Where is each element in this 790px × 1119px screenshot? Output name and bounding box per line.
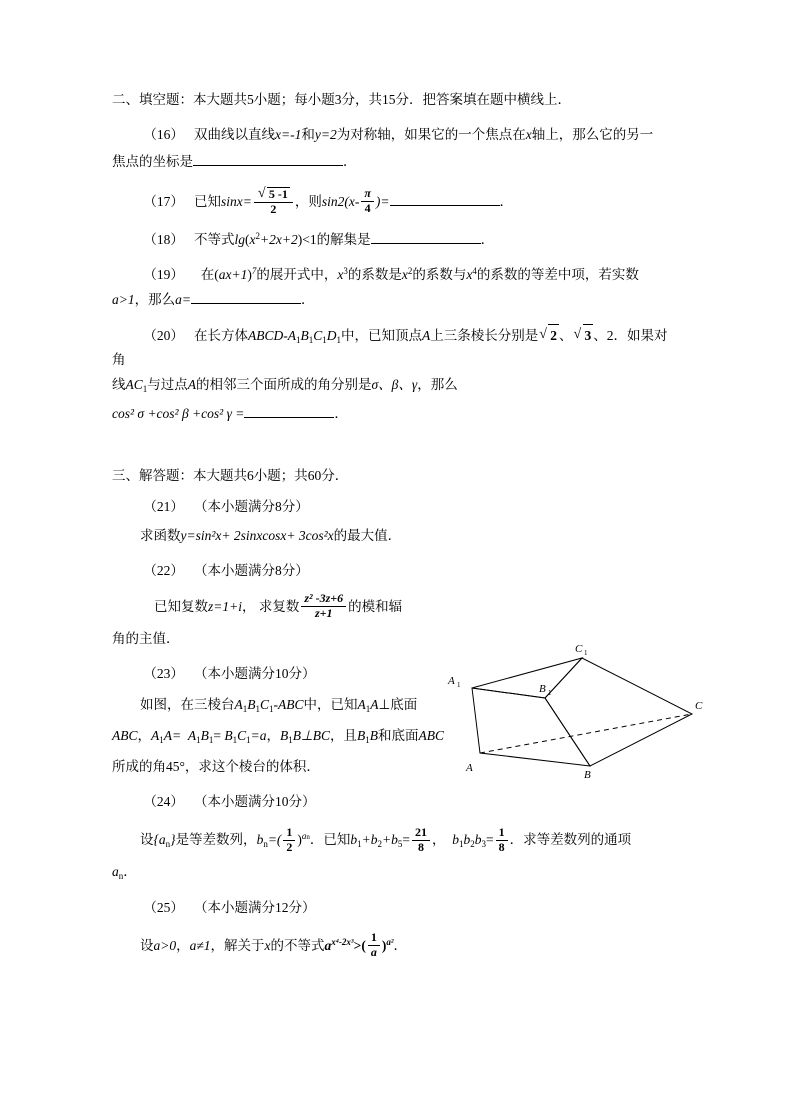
- svg-text:B: B: [584, 769, 591, 780]
- question-19-eq-sup: 7: [251, 266, 257, 277]
- question-23-l2n: ，且: [330, 727, 358, 743]
- question-19-text-b: 的展开式中，: [256, 267, 338, 283]
- question-22-body-b: ， 求复数: [241, 598, 300, 614]
- question-19-eq-c: x: [401, 267, 408, 283]
- question-16-number: （16）: [143, 127, 184, 142]
- question-23-s8: 1: [232, 734, 238, 745]
- question-17-fraction: √ 5 -1 2: [254, 187, 293, 217]
- question-25-eq-sup: x⁴-2x³: [331, 936, 354, 947]
- question-23-l2k: ，: [266, 727, 280, 743]
- question-16: （16） 双曲线以直线x=-1和y=2为对称轴，如果它的一个焦点在x轴上，那么它的另一 焦点的坐标是 ．: [112, 127, 654, 169]
- question-23-line3: 所成的角45°，求这个棱台的体积．: [112, 759, 320, 775]
- question-20-rad1: 2: [548, 324, 559, 348]
- question-23-l2d: A=: [163, 727, 182, 743]
- question-24-eq-l: b: [463, 832, 471, 848]
- question-23-l2p: B: [369, 727, 379, 743]
- svg-text:A: A: [466, 762, 473, 774]
- question-24-body-a: 设: [140, 832, 154, 848]
- question-23-l2l: B: [280, 727, 289, 743]
- question-25-score: （本小题满分12分）: [194, 899, 316, 915]
- svg-text:1: 1: [457, 681, 461, 689]
- question-17-text-b: ，则: [294, 193, 322, 209]
- question-20-text-e: 线: [112, 376, 126, 392]
- question-17-frac-num: 5 -1: [268, 186, 288, 201]
- question-20-sub4: 1: [336, 335, 342, 346]
- question-22-body-d: 角的主值．: [112, 630, 180, 646]
- question-25-body-e: ．: [393, 937, 408, 953]
- question-18-text-a: 不等式: [194, 232, 235, 248]
- question-23-s9: 1: [246, 734, 251, 745]
- question-24-body-d: ，: [432, 832, 446, 848]
- question-23-score: （本小题满分10分）: [194, 665, 316, 681]
- question-20-text-b: 中，已知顶点: [341, 328, 423, 344]
- question-23-l2o: B: [357, 727, 366, 743]
- question-22-body-a: 已知复数: [154, 598, 208, 614]
- question-23-s1: 1: [242, 703, 248, 714]
- question-17-pi-fraction: [361, 187, 374, 216]
- question-23-l2q: 和底面: [378, 727, 419, 743]
- question-21-body-b: 的最大值．: [333, 527, 402, 543]
- question-17-answer-blank[interactable]: [390, 193, 500, 205]
- svg-text:C: C: [575, 643, 583, 655]
- question-20-eq-b: B: [300, 328, 309, 344]
- question-16-text-e: 焦点的坐标是: [112, 153, 193, 169]
- question-20-text-f: 与过点: [147, 376, 188, 392]
- svg-text:B: B: [539, 683, 546, 695]
- question-21-number: （21）: [143, 498, 184, 514]
- question-19-text-e: 的系数的等差中项，若实数: [476, 267, 639, 283]
- question-21: [112, 496, 678, 548]
- question-22-frac-den: z+1: [314, 605, 333, 620]
- question-16-eq-b: y=2: [314, 127, 337, 142]
- question-25-eq-e: >(: [353, 937, 366, 953]
- question-23-body-c: ⊥底面: [378, 696, 418, 712]
- question-24-eq-h: +b: [361, 832, 378, 848]
- question-20-text-h: ，那么: [417, 376, 458, 392]
- question-24-eq-g: b: [350, 832, 358, 848]
- question-20-eq-a: ABCD-A: [248, 328, 296, 344]
- question-16-axis: x: [525, 127, 532, 142]
- question-19: （19） 在$(ax+1)^7$的展开式中，$x^3$的系数是$x^2$的系数与$x^4$的系数的等差中项，若实数 a>1，那么a= ．: [112, 266, 639, 308]
- question-20-eq-e: A: [422, 328, 431, 344]
- question-17: （17） 已知sinx= √ 5 -1 2 ，则sin2(x- $\frac{\pi}{4}$ )= ．: [143, 185, 514, 216]
- question-16-text-b: 和: [301, 127, 315, 142]
- question-23-s6: 1: [196, 734, 201, 745]
- question-18-eq-b: x: [249, 232, 256, 248]
- question-20-rad2: 3: [583, 324, 594, 348]
- question-24-fraction-2: [412, 826, 430, 855]
- question-24: [112, 791, 678, 884]
- question-17-number: （17）: [143, 193, 184, 209]
- question-24-body-e: ．求等差数列的通项: [509, 832, 632, 848]
- question-24-f2d: 8: [418, 839, 425, 854]
- question-20-greek: σ、β、γ: [371, 376, 418, 392]
- question-20-answer-blank[interactable]: [244, 405, 334, 417]
- question-24-s5: 2: [377, 839, 383, 850]
- question-19-number: （19）: [143, 267, 184, 283]
- question-23-body-b: 中，已知: [303, 696, 358, 712]
- question-24-fraction-3: [496, 826, 508, 855]
- question-24-fraction-1: [283, 826, 295, 855]
- question-19-text-c: 的系数是: [347, 267, 402, 283]
- question-17-four: 4: [364, 201, 371, 216]
- question-23-s3: 1: [269, 703, 274, 714]
- question-22-fraction: [301, 592, 346, 621]
- question-24-s3: n: [306, 833, 310, 842]
- question-18-answer-blank[interactable]: [371, 232, 481, 244]
- question-23-s10: 1: [288, 734, 293, 745]
- question-20-text-g: 的相邻三个面所成的角分别是: [196, 376, 372, 392]
- question-24-body-c: ．已知: [309, 832, 351, 848]
- question-19-text-f: a>1: [112, 292, 135, 308]
- question-16-answer-blank[interactable]: [193, 153, 343, 165]
- question-19-eq-a: ax+1: [218, 267, 248, 283]
- question-24-f1d: 2: [286, 839, 293, 854]
- question-24-body-g: ．: [123, 864, 137, 880]
- question-20-radical-2: √ 3: [574, 324, 594, 348]
- question-19-eq-b-sup: 3: [343, 266, 348, 277]
- question-24-s4: 1: [357, 839, 362, 850]
- question-18-text-b: 的解集是: [316, 232, 371, 248]
- question-17-eq-b: sin2(x-: [321, 193, 360, 209]
- section-heading-fill-in: 二、填空题：本大题共5小题；每小题3分，共15分．把答案填在题中横线上．: [112, 92, 571, 107]
- question-17-text-a: 已知: [194, 193, 221, 209]
- question-24-s8: 2: [470, 839, 475, 850]
- question-20-sub1: 1: [296, 335, 301, 346]
- question-24-f1n: 1: [283, 826, 295, 841]
- question-25-body-c: ，解关于: [210, 937, 265, 953]
- question-18-eq-a: lg: [234, 232, 246, 248]
- question-23-s4: 1: [365, 703, 371, 714]
- question-24-eq-j: =: [402, 832, 411, 848]
- question-19-text-g: ，那么: [134, 292, 176, 308]
- question-19-eq-d: x: [466, 267, 473, 283]
- question-16-text-c: 为对称轴，如果它的一个焦点在: [336, 127, 526, 142]
- question-24-s2: n: [263, 839, 268, 850]
- question-24-eq-d: =(: [267, 832, 282, 848]
- question-16-text-d: 轴上，那么它的另一: [531, 127, 654, 142]
- question-24-s7: 1: [459, 839, 464, 850]
- question-25-body-a: 设: [140, 937, 154, 953]
- section-heading-answer: 三、解答题：本大题共6小题；共60分．: [112, 467, 349, 483]
- question-20-sub2: 1: [308, 335, 314, 346]
- question-19-eq-c-sup: 2: [407, 266, 413, 277]
- question-23-number: （23）: [143, 665, 184, 681]
- question-23-l2b: ，: [137, 727, 151, 743]
- question-20-text-d: 、2．如果对角: [112, 328, 668, 367]
- question-20-number: （20）: [143, 328, 184, 344]
- question-22-body-c: 的模和辐: [348, 598, 403, 614]
- question-20-sub5: 1: [142, 383, 148, 394]
- question-23-l2h: B: [224, 727, 233, 743]
- question-25: [112, 897, 678, 961]
- question-23-l2f: B: [200, 727, 209, 743]
- question-16-eq-a: x=-1: [275, 127, 302, 142]
- question-20-eq-g: A: [187, 376, 197, 392]
- question-23-l2i: C: [237, 727, 247, 743]
- question-18: （18） 不等式$\lg(x^2+2x+2)<1$的解集是 ．: [143, 231, 495, 248]
- question-23-l2r: ABC: [418, 727, 445, 743]
- question-24-eq-c: b: [256, 832, 264, 848]
- question-20-eq-d: D: [326, 328, 337, 344]
- question-23-eq-f: A: [370, 696, 379, 712]
- question-22-eq-a: z=1+i: [208, 598, 242, 614]
- question-21-body-a: 求函数: [140, 527, 181, 543]
- question-25-eq-f: ): [381, 937, 387, 953]
- question-25-body-d: 的不等式: [270, 937, 325, 953]
- question-25-fn: 1: [368, 931, 380, 946]
- question-20: （20） 在长方体ABCD-$A_1B_1C_1D_1$中，已知顶点A上三条棱长分别是 √ 2 、 √ 3 、2．如果对角 线$AC_1$与过点A的相邻三个面所成的角分别是σ、β、γ，那么 cos² σ +cos² β +cos² γ = ．: [112, 324, 678, 425]
- svg-text:C: C: [695, 700, 703, 712]
- question-23-s5: 1: [159, 734, 164, 745]
- question-25-fraction: [368, 931, 380, 960]
- question-18-number: （18）: [143, 232, 184, 248]
- frustum-diagram: [442, 640, 712, 780]
- question-25-eq-d: a: [324, 937, 332, 953]
- question-18-eq-c: +2x+2: [260, 232, 298, 248]
- question-23-eq-d: -ABC: [273, 696, 304, 712]
- question-24-s1: n: [165, 839, 171, 850]
- question-17-frac-den: 2: [270, 201, 277, 216]
- question-19-answer-blank[interactable]: [191, 292, 301, 304]
- question-20-eq-f: AC: [125, 376, 143, 392]
- question-24-s10: n: [118, 871, 124, 882]
- question-23-l2e: A: [187, 727, 197, 743]
- question-22-number: （22）: [143, 562, 184, 578]
- question-23-eq-e: A: [357, 696, 366, 712]
- question-23-s7: 1: [208, 734, 214, 745]
- question-24-eq-f: a: [301, 831, 307, 842]
- svg-text:1: 1: [548, 689, 552, 697]
- question-23-l2a: ABC: [112, 727, 138, 743]
- question-25-eq-c: x: [264, 937, 271, 953]
- question-24-eq-b: }: [170, 832, 176, 848]
- question-21-eq-a: y=sin²x+ 2sinxcosx+ 3cos²x: [180, 527, 334, 543]
- question-20-text-a: 在长方体: [194, 328, 248, 344]
- question-25-body-b: ，: [176, 937, 190, 953]
- question-24-f3d: 8: [498, 839, 505, 854]
- question-24-f2n: 21: [412, 826, 430, 841]
- question-19-text-d: 的系数与: [412, 267, 467, 283]
- question-17-pi: π: [361, 187, 374, 202]
- question-24-eq-e: ): [297, 832, 302, 848]
- question-24-eq-a: {a: [153, 832, 166, 848]
- question-23-s2: 1: [255, 703, 260, 714]
- question-23-s11: 1: [365, 734, 370, 745]
- question-18-eq-d: <1: [302, 232, 317, 248]
- question-24-score: （本小题满分10分）: [194, 794, 316, 810]
- question-17-eq-a: sinx=: [221, 193, 252, 209]
- question-25-eq-b: a≠1: [189, 937, 211, 953]
- svg-text:A: A: [448, 675, 455, 687]
- question-18-eq-sup: 2: [255, 231, 261, 242]
- question-24-s6: 5: [397, 839, 403, 850]
- question-20-radical-1: √ 2: [539, 324, 559, 348]
- question-25-number: （25）: [143, 899, 184, 915]
- question-25-eq-g: a²: [386, 936, 394, 947]
- question-24-number: （24）: [143, 794, 184, 810]
- question-19-eq-b: x: [337, 267, 344, 283]
- question-23-eq-a: A: [234, 696, 243, 712]
- question-22-score: （本小题满分8分）: [194, 562, 309, 578]
- question-23-l2m: B⊥BC: [292, 727, 331, 743]
- question-23-l2g: =: [213, 727, 221, 743]
- question-24-eq-i: +b: [382, 832, 398, 848]
- question-23-body-a: 如图，在三棱台: [140, 696, 235, 712]
- question-24-s9: 3: [481, 839, 487, 850]
- question-19-text-a: 在: [200, 267, 215, 283]
- question-23-eq-c: C: [260, 696, 270, 712]
- question-24-f3n: 1: [496, 826, 508, 841]
- question-22: [112, 560, 678, 651]
- question-23-l2j: =a: [250, 727, 267, 743]
- question-24-body-b: 是等差数列，: [175, 832, 257, 848]
- question-25-eq-a: a>0: [153, 937, 177, 953]
- question-24-eq-m: b: [474, 832, 482, 848]
- question-19-text-h: a=: [175, 292, 191, 308]
- question-21-score: （本小题满分8分）: [194, 498, 309, 514]
- question-24-body-f: a: [112, 864, 119, 880]
- question-20-sub3: 1: [322, 335, 327, 346]
- question-19-eq-d-sup: 4: [472, 266, 477, 277]
- question-16-text-a: 双曲线以直线: [194, 127, 275, 142]
- question-25-fd: a: [370, 944, 377, 959]
- question-20-text-c: 上三条棱长分别是: [430, 328, 539, 344]
- question-17-eq-c: )=: [375, 193, 390, 209]
- question-23-eq-b: B: [247, 696, 256, 712]
- question-24-eq-k: b: [452, 832, 460, 848]
- question-20-text-i: cos² σ +cos² β +cos² γ =: [112, 405, 245, 421]
- question-24-eq-n: =: [486, 832, 494, 848]
- question-22-frac-num: z² -3z+6: [301, 592, 346, 607]
- question-20-eq-c: C: [313, 328, 323, 344]
- question-23-l2c: A: [151, 727, 160, 743]
- svg-text:1: 1: [584, 649, 588, 657]
